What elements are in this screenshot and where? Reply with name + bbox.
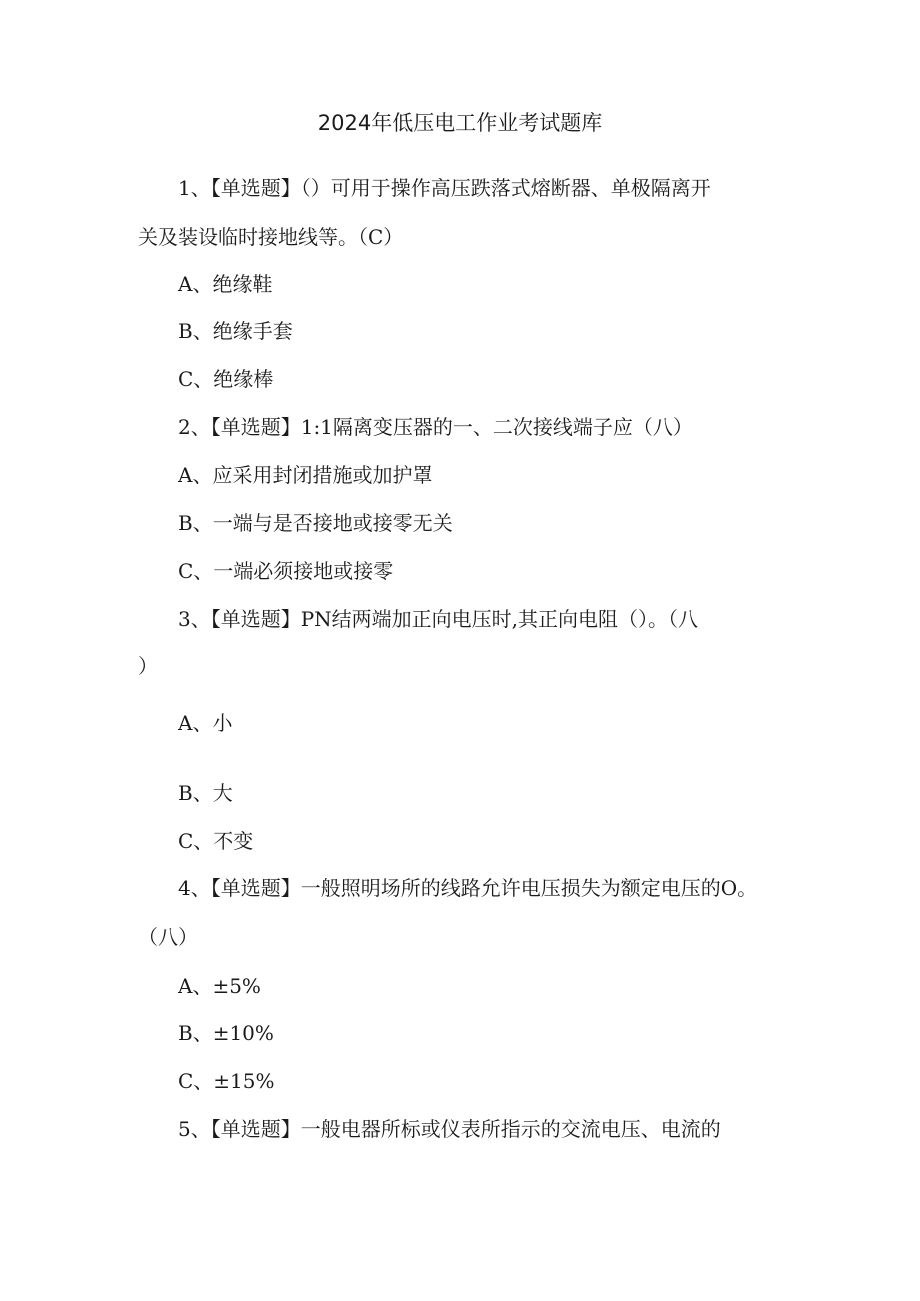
- question-3-option-b: B、大: [178, 781, 233, 805]
- question-1-option-c: C、绝缘棒: [178, 367, 274, 391]
- question-4-text-line-2: （八）: [138, 925, 198, 949]
- question-4-option-c: C、±15%: [178, 1069, 275, 1093]
- page-title: 2024年低压电工作业考试题库: [317, 111, 603, 135]
- question-4-option-b: B、±10%: [178, 1021, 274, 1045]
- question-3-text-line-2: ）: [138, 654, 158, 678]
- question-3-option-a: A、小: [178, 711, 233, 735]
- question-2-option-c: C、一端必须接地或接零: [178, 559, 394, 583]
- question-1-option-b: B、绝缘手套: [178, 319, 293, 343]
- question-1-option-a: A、绝缘鞋: [178, 272, 273, 296]
- question-3-option-c: C、不变: [178, 829, 254, 853]
- question-4-text-line-1: 4、【单选题】一般照明场所的线路允许电压损失为额定电压的O。: [178, 876, 758, 900]
- question-1-text-line-2: 关及装设临时接地线等。（C）: [138, 225, 404, 249]
- question-2-text-line-1: 2、【单选题】1:1隔离变压器的一、二次接线端子应（八）: [178, 415, 693, 439]
- question-2-option-b: B、一端与是否接地或接零无关: [178, 511, 453, 535]
- question-3-text-line-1: 3、【单选题】PN结两端加正向电压时,其正向电阻（）。（八: [178, 607, 699, 631]
- question-5-text-line-1: 5、【单选题】一般电器所标或仪表所指示的交流电压、电流的: [178, 1117, 721, 1141]
- question-2-option-a: A、应采用封闭措施或加护罩: [178, 463, 433, 487]
- question-1-text-line-1: 1、【单选题】（）可用于操作高压跌落式熔断器、单极隔离开: [178, 176, 711, 200]
- question-4-option-a: A、±5%: [178, 974, 261, 998]
